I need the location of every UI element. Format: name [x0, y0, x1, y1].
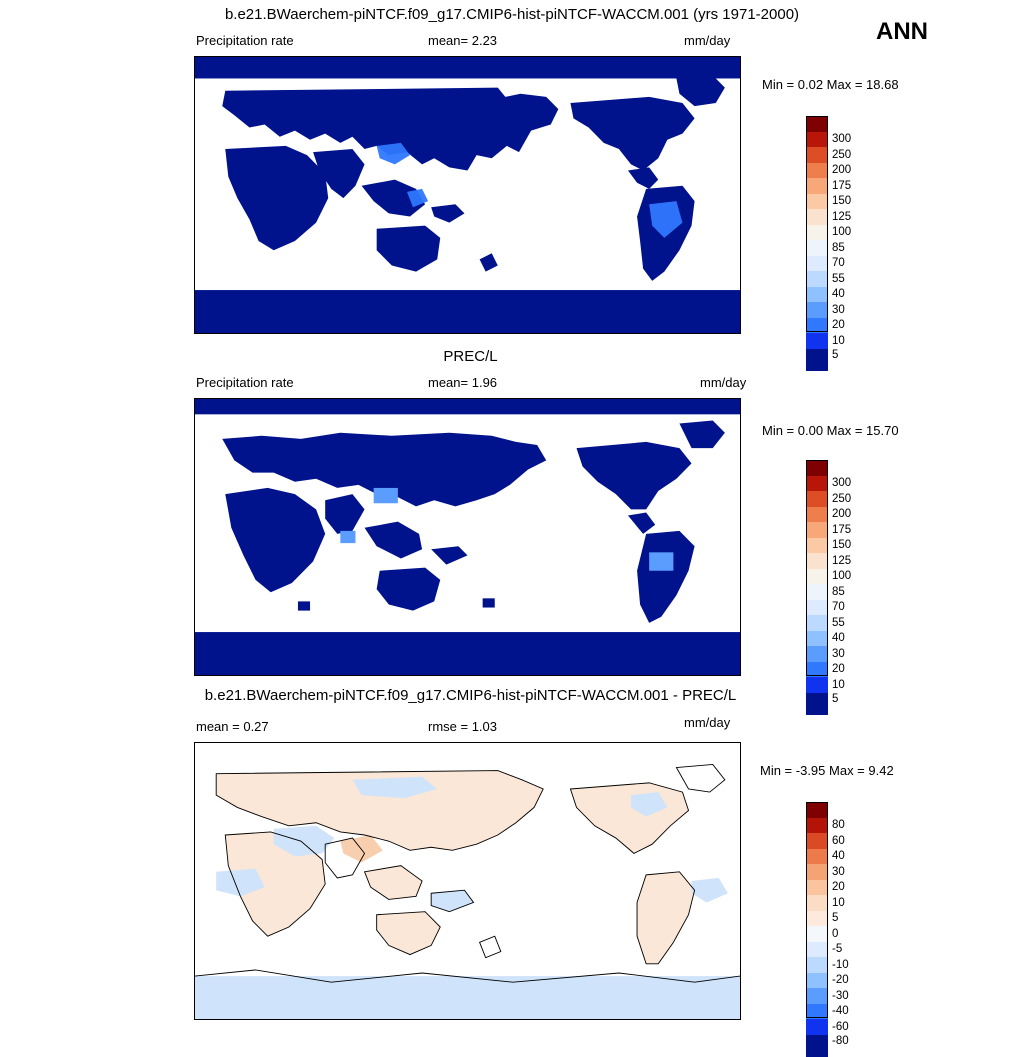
colorbar-tick: 5: [832, 912, 839, 925]
colorbar-swatch: [806, 225, 828, 241]
panel-middle-units: mm/day: [700, 375, 747, 390]
colorbar-swatch: [806, 926, 828, 942]
colorbar-swatch: [806, 460, 828, 476]
colorbar-tick: 250: [832, 492, 852, 505]
colorbar-swatch: [806, 600, 828, 616]
colorbar-tick: -30: [832, 989, 849, 1002]
colorbar-swatch: [806, 163, 828, 179]
colorbar-swatch: [806, 569, 828, 585]
colorbar-tick: 55: [832, 616, 845, 629]
map-middle[interactable]: [194, 398, 741, 676]
colorbar-tick: 55: [832, 272, 845, 285]
colorbar-tick: -40: [832, 1005, 849, 1018]
panel-bottom-mean: mean = 0.27: [196, 719, 269, 734]
colorbar-tick: 10: [832, 678, 845, 691]
colorbar-swatch: [806, 476, 828, 492]
colorbar-swatch: [806, 522, 828, 538]
colorbar-tick: 40: [832, 632, 845, 645]
colorbar-swatch: [806, 849, 828, 865]
colorbar-swatch: [806, 631, 828, 647]
colorbar-tick: 70: [832, 257, 845, 270]
colorbar-swatch: [806, 147, 828, 163]
panel-top-mean: mean= 2.23: [428, 33, 498, 48]
colorbar-tick: 250: [832, 148, 852, 161]
colorbar-swatch: [806, 1019, 828, 1035]
colorbar-tick: 10: [832, 334, 845, 347]
colorbar-swatch: [806, 973, 828, 989]
colorbar-tick: 40: [832, 288, 845, 301]
colorbar-swatch: [806, 333, 828, 349]
colorbar-swatch: [806, 818, 828, 834]
colorbar-tick: 5: [832, 692, 839, 705]
colorbar-tick: 100: [832, 226, 852, 239]
colorbar-swatch: [806, 662, 828, 678]
colorbar-tick: 300: [832, 477, 852, 490]
colorbar-tick: 30: [832, 865, 845, 878]
colorbar-middle[interactable]: [806, 460, 852, 705]
colorbar-swatch: [806, 194, 828, 210]
panel-middle-title: PREC/L: [443, 348, 498, 365]
colorbar-tick: -60: [832, 1020, 849, 1033]
colorbar-tick: -5: [832, 943, 843, 956]
colorbar-swatch: [806, 895, 828, 911]
season-label: ANN: [876, 18, 928, 45]
colorbar-top-row: [806, 116, 828, 132]
colorbar-tick: 20: [832, 881, 845, 894]
colorbar-swatch: [806, 957, 828, 973]
colorbar-tick: 80: [832, 819, 845, 832]
colorbar-tick: 0: [832, 927, 839, 940]
colorbar-swatch: [806, 911, 828, 927]
colorbar-tick: 10: [832, 896, 845, 909]
colorbar-tick: 125: [832, 554, 852, 567]
colorbar-tick: 85: [832, 241, 845, 254]
colorbar-tick: 300: [832, 133, 852, 146]
colorbar-tick: 20: [832, 663, 845, 676]
colorbar-tick: 175: [832, 179, 852, 192]
panel-top-variable-label: Precipitation rate: [196, 33, 294, 48]
colorbar-tick: 30: [832, 303, 845, 316]
colorbar-tick: 100: [832, 570, 852, 583]
panel-middle-mean: mean= 1.96: [428, 375, 498, 390]
colorbar-swatch: [806, 302, 828, 318]
colorbar-swatch: [806, 942, 828, 958]
colorbar-tick: 85: [832, 585, 845, 598]
colorbar-tick: 125: [832, 210, 852, 223]
panel-bottom-minmax: Min = -3.95 Max = 9.42: [760, 763, 894, 778]
map-top[interactable]: [194, 56, 741, 334]
panel-top-units: mm/day: [684, 33, 731, 48]
colorbar-swatch: [806, 646, 828, 662]
colorbar-swatch: [806, 988, 828, 1004]
colorbar-swatch: [806, 833, 828, 849]
panel-middle-variable-label: Precipitation rate: [196, 375, 294, 390]
colorbar-swatch: [806, 802, 828, 818]
colorbar-tick: 20: [832, 319, 845, 332]
panel-bottom-title: b.e21.BWaerchem-piNTCF.f09_g17.CMIP6-hist-piNTCF-WACCM.001 - PREC/L: [204, 687, 737, 704]
colorbar-tick: 30: [832, 647, 845, 660]
page-title: b.e21.BWaerchem-piNTCF.f09_g17.CMIP6-hist-piNTCF-WACCM.001 (yrs 1971-2000): [224, 6, 800, 23]
colorbar-tick: 150: [832, 195, 852, 208]
colorbar-tick: 200: [832, 508, 852, 521]
colorbar-tick: 40: [832, 850, 845, 863]
map-bottom[interactable]: [194, 742, 741, 1020]
map-middle-svg: [195, 399, 740, 675]
map-top-svg: [195, 57, 740, 333]
colorbar-swatch: [806, 538, 828, 554]
colorbar-swatch: [806, 553, 828, 569]
colorbar-swatch: [806, 178, 828, 194]
colorbar-swatch: [806, 880, 828, 896]
colorbar-swatch: [806, 240, 828, 256]
colorbar-tick: 60: [832, 834, 845, 847]
colorbar-swatch: [806, 318, 828, 334]
colorbar-swatch: [806, 507, 828, 523]
colorbar-swatch: [806, 271, 828, 287]
colorbar-swatch: [806, 209, 828, 225]
colorbar-swatch: [806, 132, 828, 148]
colorbar-swatch: [806, 491, 828, 507]
colorbar-tick: 5: [832, 348, 839, 361]
colorbar-swatch: [806, 615, 828, 631]
colorbar-tick: -20: [832, 974, 849, 987]
colorbar-swatch: [806, 584, 828, 600]
colorbar-tick: 175: [832, 523, 852, 536]
colorbar-swatch: [806, 1035, 828, 1057]
panel-top-minmax: Min = 0.02 Max = 18.68: [762, 77, 899, 92]
colorbar-swatch: [806, 287, 828, 303]
colorbar-tick: -80: [832, 1034, 849, 1047]
colorbar-tick: -10: [832, 958, 849, 971]
colorbar-swatch: [806, 116, 828, 132]
colorbar-swatch: [806, 1004, 828, 1020]
colorbar-tick: 150: [832, 539, 852, 552]
colorbar-tick: 70: [832, 601, 845, 614]
colorbar-bottom[interactable]: [806, 802, 849, 1047]
panel-bottom-rmse: rmse = 1.03: [428, 719, 498, 734]
panel-middle-minmax: Min = 0.00 Max = 15.70: [762, 423, 899, 438]
colorbar-tick: 200: [832, 164, 852, 177]
map-bottom-svg: [195, 743, 740, 1019]
colorbar-top[interactable]: [806, 116, 852, 361]
colorbar-swatch: [806, 256, 828, 272]
colorbar-swatch: [806, 864, 828, 880]
panel-bottom-units: mm/day: [684, 715, 731, 730]
